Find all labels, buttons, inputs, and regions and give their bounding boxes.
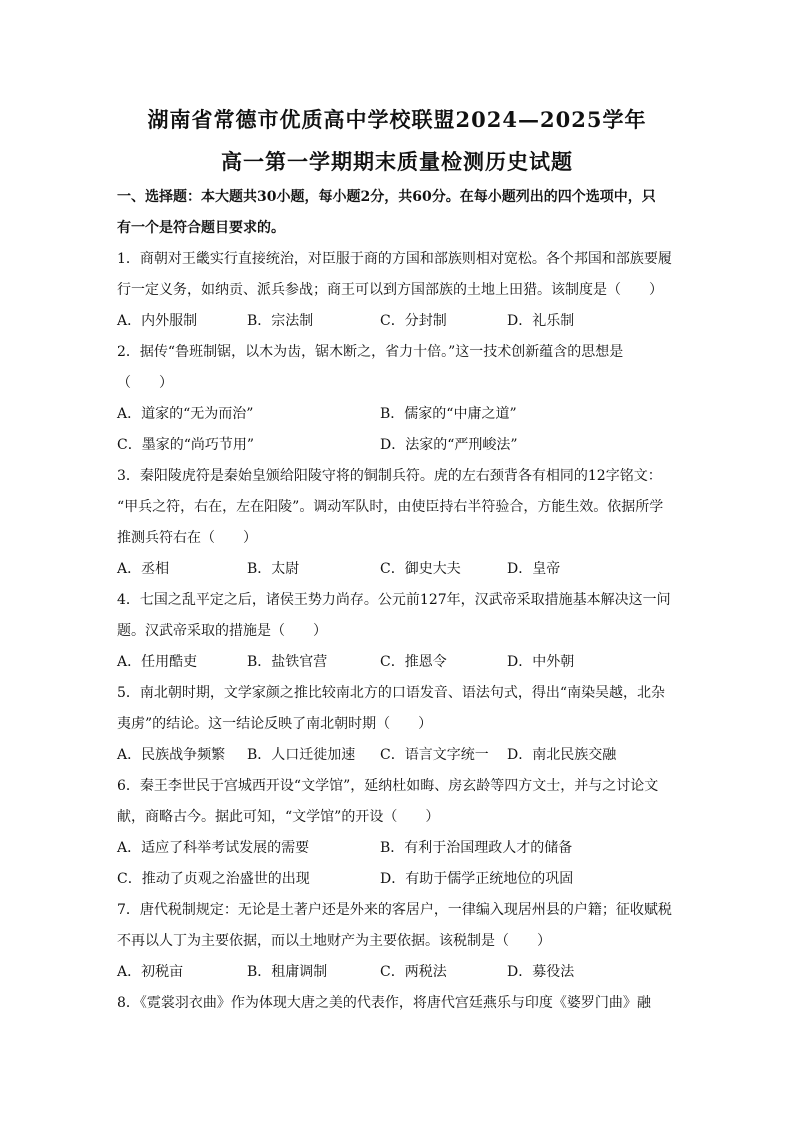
option-b[interactable]: B．人口迁徙加速 [247,747,356,763]
question-3-options [117,559,697,579]
option-d[interactable]: D．南北民族交融 [507,747,617,763]
question-5-line2: 夷虏”的结论。这一结论反映了南北朝时期（ ） [117,716,433,732]
option-c[interactable]: C．墨家的“尚巧节用” [117,437,255,453]
option-b[interactable]: B．有利于治国理政人才的储备 [380,840,573,856]
question-2-options-row2 [117,435,697,455]
exam-title-line1: 湖南省常德市优质高中学校联盟2024—2025学年 [147,107,647,132]
question-7-line2: 不再以人丁为主要依据，而以土地财产为主要依据。该税制是（ ） [117,933,551,949]
question-6-options-row1 [117,838,697,858]
question-2-line2: （ ） [117,375,173,391]
option-b[interactable]: B．儒家的“中庸之道” [380,406,517,422]
question-7-options [117,962,697,982]
option-a[interactable]: A．内外服制 [117,313,198,329]
question-4-options [117,652,697,672]
question-6-line1: 6．秦王李世民于宫城西开设“文学馆”，延纳杜如晦、房玄龄等四方文士，并与之讨论文 [117,778,659,794]
option-a[interactable]: A．初税亩 [117,964,184,980]
option-b[interactable]: B．太尉 [247,561,300,577]
option-a[interactable]: A．任用酷吏 [117,654,198,670]
question-3-line2: “甲兵之符，右在，左在阳陵”。调动军队时，由使臣持右半符验合，方能生效。依据所学 [117,499,664,515]
question-1-line2: 行一定义务，如纳贡、派兵参战；商王可以到方国部族的土地上田猎。该制度是（ ） [117,282,663,298]
question-3-line1: 3．秦阳陵虎符是秦始皇颁给阳陵守将的铜制兵符。虎的左右颈背各有相同的12字铭文： [117,468,662,484]
option-a[interactable]: A．道家的“无为而治” [117,406,254,422]
question-3-line3: 推测兵符右在（ ） [117,530,257,546]
question-6-options-row2 [117,869,697,889]
option-d[interactable]: D．法家的“严刑峻法” [380,437,518,453]
option-d[interactable]: D．中外朝 [507,654,575,670]
question-7-line1: 7．唐代税制规定：无论是土著户还是外来的客居户，一律编入现居州县的户籍；征收赋税 [117,902,672,918]
option-a[interactable]: A．民族战争频繁 [117,747,226,763]
option-d[interactable]: D．礼乐制 [507,313,575,329]
question-2-line1: 2．据传“鲁班制锯，以木为齿，锯木断之，省力十倍。”这一技术创新蕴含的思想是 [117,344,624,360]
section-instruction-line2: 有一个是符合题目要求的。 [117,220,285,236]
question-1-line1: 1．商朝对王畿实行直接统治，对臣服于商的方国和部族则相对宽松。各个邦国和部族要履 [117,251,672,267]
option-b[interactable]: B．租庸调制 [247,964,328,980]
exam-title-line2: 高一第一学期期末质量检测历史试题 [221,149,573,174]
option-c[interactable]: C．御史大夫 [380,561,461,577]
option-a[interactable]: A．适应了科举考试发展的需要 [117,840,310,856]
option-a[interactable]: A．丞相 [117,561,170,577]
option-b[interactable]: B．盐铁官营 [247,654,328,670]
option-c[interactable]: C．推动了贞观之治盛世的出现 [117,871,310,887]
question-8-line1: 8．《霓裳羽衣曲》作为体现大唐之美的代表作，将唐代宫廷燕乐与印度《婆罗门曲》融 [117,995,651,1011]
question-4-line1: 4．七国之乱平定之后，诸侯王势力尚存。公元前127年，汉武帝采取措施基本解决这一问 [117,592,671,608]
question-5-options [117,745,697,765]
option-d[interactable]: D．皇帝 [507,561,561,577]
question-2-options-row1 [117,404,697,424]
option-b[interactable]: B．宗法制 [247,313,314,329]
question-4-line2: 题。汉武帝采取的措施是（ ） [117,623,327,639]
option-c[interactable]: C．分封制 [380,313,447,329]
question-1-options [117,311,697,331]
option-c[interactable]: C．推恩令 [380,654,447,670]
option-d[interactable]: D．募役法 [507,964,575,980]
option-d[interactable]: D．有助于儒学正统地位的巩固 [380,871,574,887]
option-c[interactable]: C．两税法 [380,964,447,980]
question-5-line1: 5．南北朝时期，文学家颜之推比较南北方的口语发音、语法句式，得出“南染吴越，北杂 [117,685,666,701]
section-instruction-line1: 一、选择题：本大题共30小题，每小题2分，共60分。在每小题列出的四个选项中，只 [117,189,656,205]
question-6-line2: 献，商略古今。据此可知，“文学馆”的开设（ ） [117,809,440,825]
option-c[interactable]: C．语言文字统一 [380,747,489,763]
